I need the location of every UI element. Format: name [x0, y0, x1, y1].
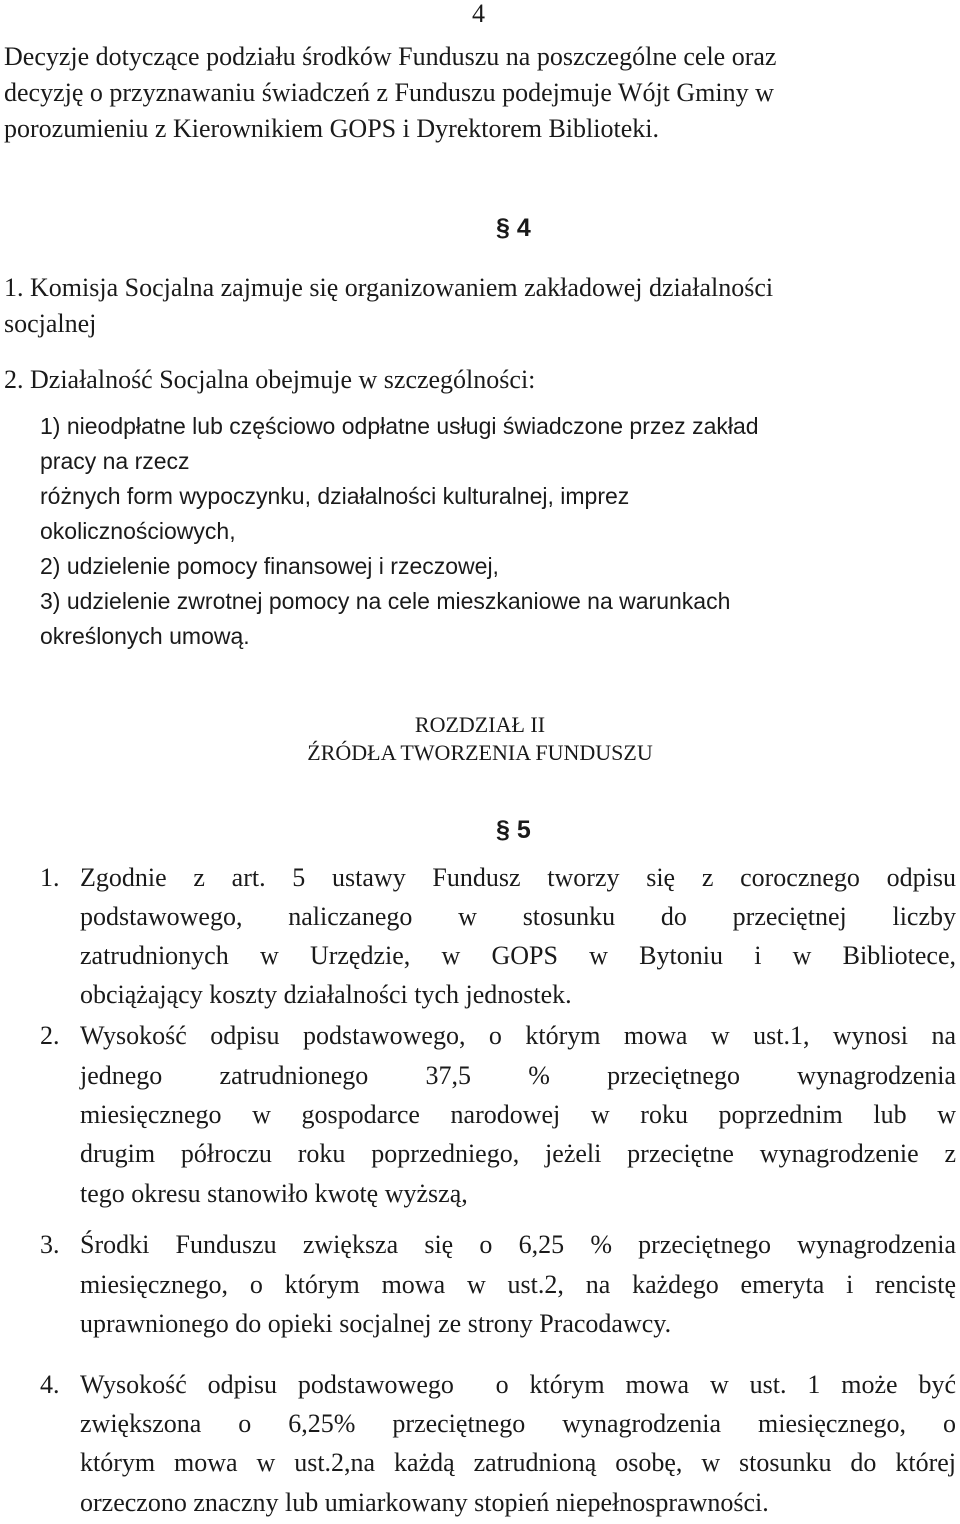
item-3-line-3: uprawnionego do opieki socjalnej ze strony Pracodawcy. — [80, 1309, 672, 1338]
item-number: 3. — [40, 1230, 60, 1259]
section-4-heading — [496, 212, 531, 244]
section-symbol: § — [496, 816, 510, 844]
chapter-title: ROZDZIAŁ II — [414, 712, 546, 737]
section4-p1-line-2: socjalnej — [4, 309, 97, 338]
section-5-heading — [496, 814, 531, 846]
section4-p2-heading: 2. Działalność Socjalna obejmuje w szczególności: — [4, 365, 536, 394]
chapter-subtitle: ŹRÓDŁA TWORZENIA FUNDUSZU — [307, 740, 653, 765]
item-2-line-3: miesięcznego w gospodarce narodowej w roku poprzednim lub w — [80, 1100, 956, 1129]
section-number: 5 — [516, 816, 531, 844]
item-4-line-3: którym mowa w ust.2,na każdą zatrudnioną osobę, w stosunku do której — [80, 1448, 956, 1477]
item-4-line-4: orzeczono znaczny lub umiarkowany stopień niepełnosprawności. — [80, 1488, 769, 1517]
item-4-line-1: Wysokość odpisu podstawowego o którym mowa w ust. 1 może być — [80, 1370, 956, 1399]
item-number: 1. — [40, 863, 60, 892]
item-number: 2. — [40, 1021, 60, 1050]
item-2-line-5: tego okresu stanowiło kwotę wyższą, — [80, 1179, 468, 1208]
section4-p2-line-1: 1) nieodpłatne lub częściowo odpłatne usługi świadczone przez zakład — [40, 413, 759, 439]
section4-p2-line-5: 2) udzielenie pomocy finansowej i rzeczowej, — [40, 553, 499, 579]
item-1-line-2: podstawowego, naliczanego w stosunku do przeciętnej liczby — [80, 902, 956, 931]
item-3-line-1: Środki Funduszu zwiększa się o 6,25 % przeciętnego wynagrodzenia — [80, 1230, 956, 1259]
section4-p2-line-3: różnych form wypoczynku, działalności kulturalnej, imprez — [40, 483, 630, 509]
intro-line-2: decyzję o przyznawaniu świadczeń z Funduszu podejmuje Wójt Gminy w — [4, 78, 774, 107]
item-2-line-2: jednego zatrudnionego 37,5 % przeciętnego wynagrodzenia — [80, 1061, 956, 1090]
section4-p2-line-4: okolicznościowych, — [40, 518, 236, 544]
item-1-line-4: obciążający koszty działalności tych jednostek. — [80, 980, 572, 1009]
item-2-line-1: Wysokość odpisu podstawowego, o którym mowa w ust.1, wynosi na — [80, 1021, 956, 1050]
item-1-line-3: zatrudnionych w Urzędzie, w GOPS w Bytoniu i w Bibliotece, — [80, 941, 956, 970]
item-3-line-2: miesięcznego, o którym mowa w ust.2, na każdego emeryta i rencistę — [80, 1270, 956, 1299]
intro-line-3: porozumieniu z Kierownikiem GOPS i Dyrektorem Biblioteki. — [4, 114, 659, 143]
item-number: 4. — [40, 1370, 60, 1399]
section4-p2-line-7: określonych umową. — [40, 623, 250, 649]
intro-line-1: Decyzje dotyczące podziału środków Funduszu na poszczególne cele oraz — [4, 42, 777, 71]
item-1-line-1: Zgodnie z art. 5 ustawy Fundusz tworzy się z corocznego odpisu — [80, 863, 956, 892]
section-symbol: § — [496, 214, 510, 242]
section4-p1-line-1: 1. Komisja Socjalna zajmuje się organizowaniem zakładowej działalności — [4, 273, 774, 302]
page-number: 4 — [472, 0, 485, 28]
section-number: 4 — [516, 214, 531, 242]
section4-p2-line-6: 3) udzielenie zwrotnej pomocy na cele mieszkaniowe na warunkach — [40, 588, 731, 614]
item-4-line-2: zwiększona o 6,25% przeciętnego wynagrodzenia miesięcznego, o — [80, 1409, 956, 1438]
item-2-line-4: drugim półroczu roku poprzedniego, jeżeli przeciętne wynagrodzenie z — [80, 1139, 956, 1168]
section4-p2-line-2: pracy na rzecz — [40, 448, 190, 474]
